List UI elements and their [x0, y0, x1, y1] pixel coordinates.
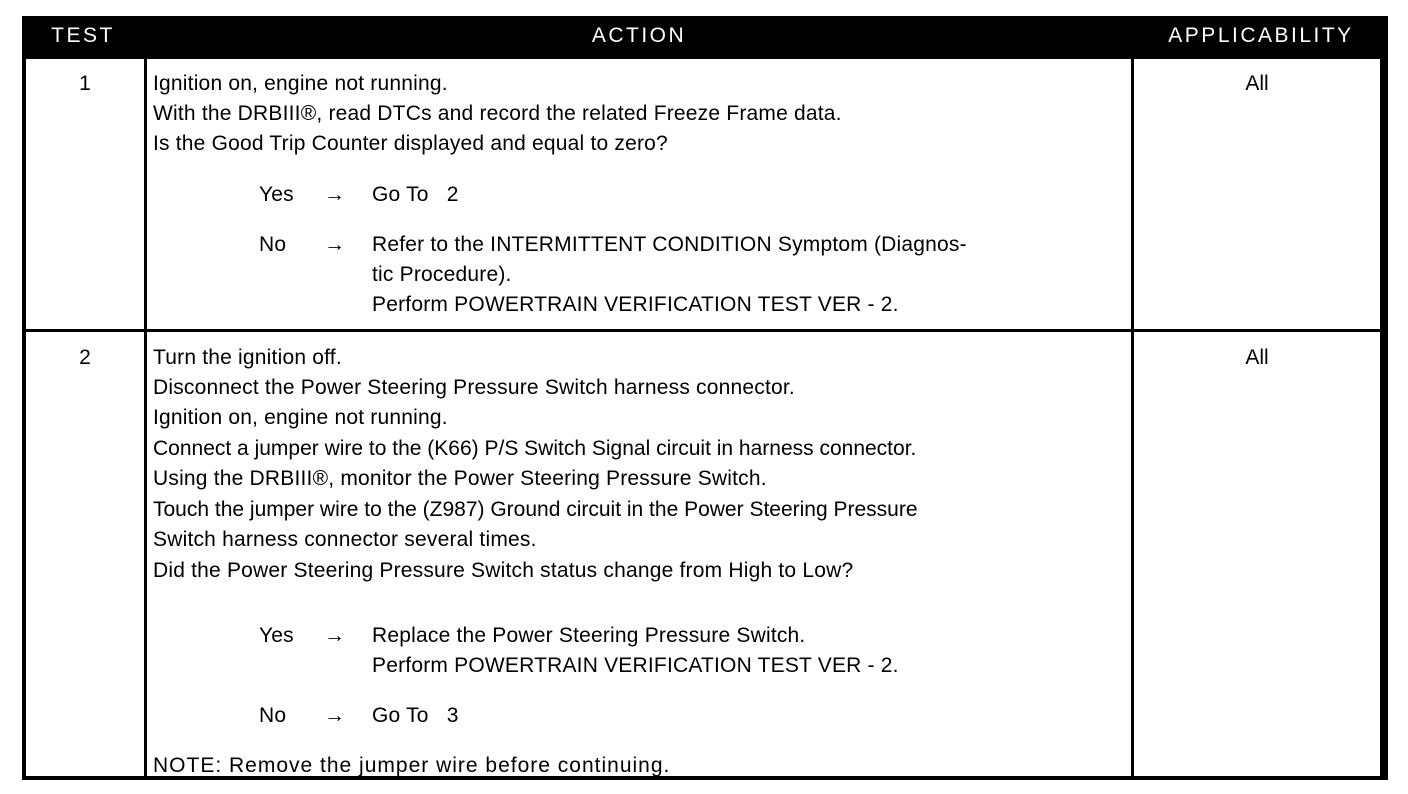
row1-yes-result: Go To 2 [372, 183, 459, 206]
diagnostic-table [22, 16, 1388, 780]
row2-yes-result-1: Replace the Power Steering Pressure Switch. [372, 624, 806, 647]
header-action: ACTION [591, 24, 687, 47]
row2-line-3: Ignition on, engine not running. [153, 406, 448, 429]
row1-no-result-3: Perform POWERTRAIN VERIFICATION TEST VER - 2. [372, 293, 899, 316]
row1-no-result-1: Refer to the INTERMITTENT CONDITION Symptom (Diagnos- [372, 233, 967, 256]
row1-line-1: Ignition on, engine not running. [153, 72, 448, 95]
row2-yes-arrow: → [324, 624, 345, 647]
row2-yes-label: Yes [259, 624, 294, 647]
row2-line-8: Did the Power Steering Pressure Switch status change from High to Low? [153, 559, 854, 582]
row1-line-2: With the DRBIII®, read DTCs and record the related Freeze Frame data. [153, 102, 842, 125]
row2-line-5: Using the DRBIII®, monitor the Power Steering Pressure Switch. [153, 467, 767, 490]
row2-no-label: No [259, 704, 287, 727]
header-test: TEST [51, 24, 115, 47]
row2-applicability-cell [1134, 332, 1380, 776]
row1-no-arrow: → [324, 233, 345, 256]
row2-test-cell [26, 332, 144, 776]
row2-yes-result-2: Perform POWERTRAIN VERIFICATION TEST VER - 2. [372, 654, 899, 677]
row2-line-1: Turn the ignition off. [153, 346, 342, 369]
row2-note: NOTE: Remove the jumper wire before continuing. [153, 754, 671, 777]
row2-line-2: Disconnect the Power Steering Pressure Switch harness connector. [153, 376, 795, 399]
row1-no-result-2: tic Procedure). [372, 263, 512, 286]
row1-action-cell [147, 59, 1131, 329]
row2-line-7: Switch harness connector several times. [153, 528, 537, 551]
row2-no-arrow: → [324, 704, 345, 727]
row1-test-cell [26, 59, 144, 329]
row2-line-4: Connect a jumper wire to the (K66) P/S Switch Signal circuit in harness connector. [153, 437, 917, 460]
row1-applicability: All [1245, 72, 1269, 95]
row1-test-number: 1 [79, 72, 91, 95]
row1-yes-label: Yes [259, 183, 294, 206]
row2-test-number: 2 [79, 346, 91, 369]
row1-applicability-cell [1134, 59, 1380, 329]
row2-action-cell [147, 332, 1131, 776]
header-applicability: APPLICABILITY [1168, 24, 1354, 47]
row2-applicability: All [1245, 346, 1269, 369]
row1-line-3: Is the Good Trip Counter displayed and equal to zero? [153, 132, 668, 155]
row1-no-label: No [259, 233, 287, 256]
row2-no-result: Go To 3 [372, 704, 459, 727]
row2-line-6: Touch the jumper wire to the (Z987) Ground circuit in the Power Steering Pressure [153, 498, 918, 521]
row1-yes-arrow: → [324, 183, 345, 206]
